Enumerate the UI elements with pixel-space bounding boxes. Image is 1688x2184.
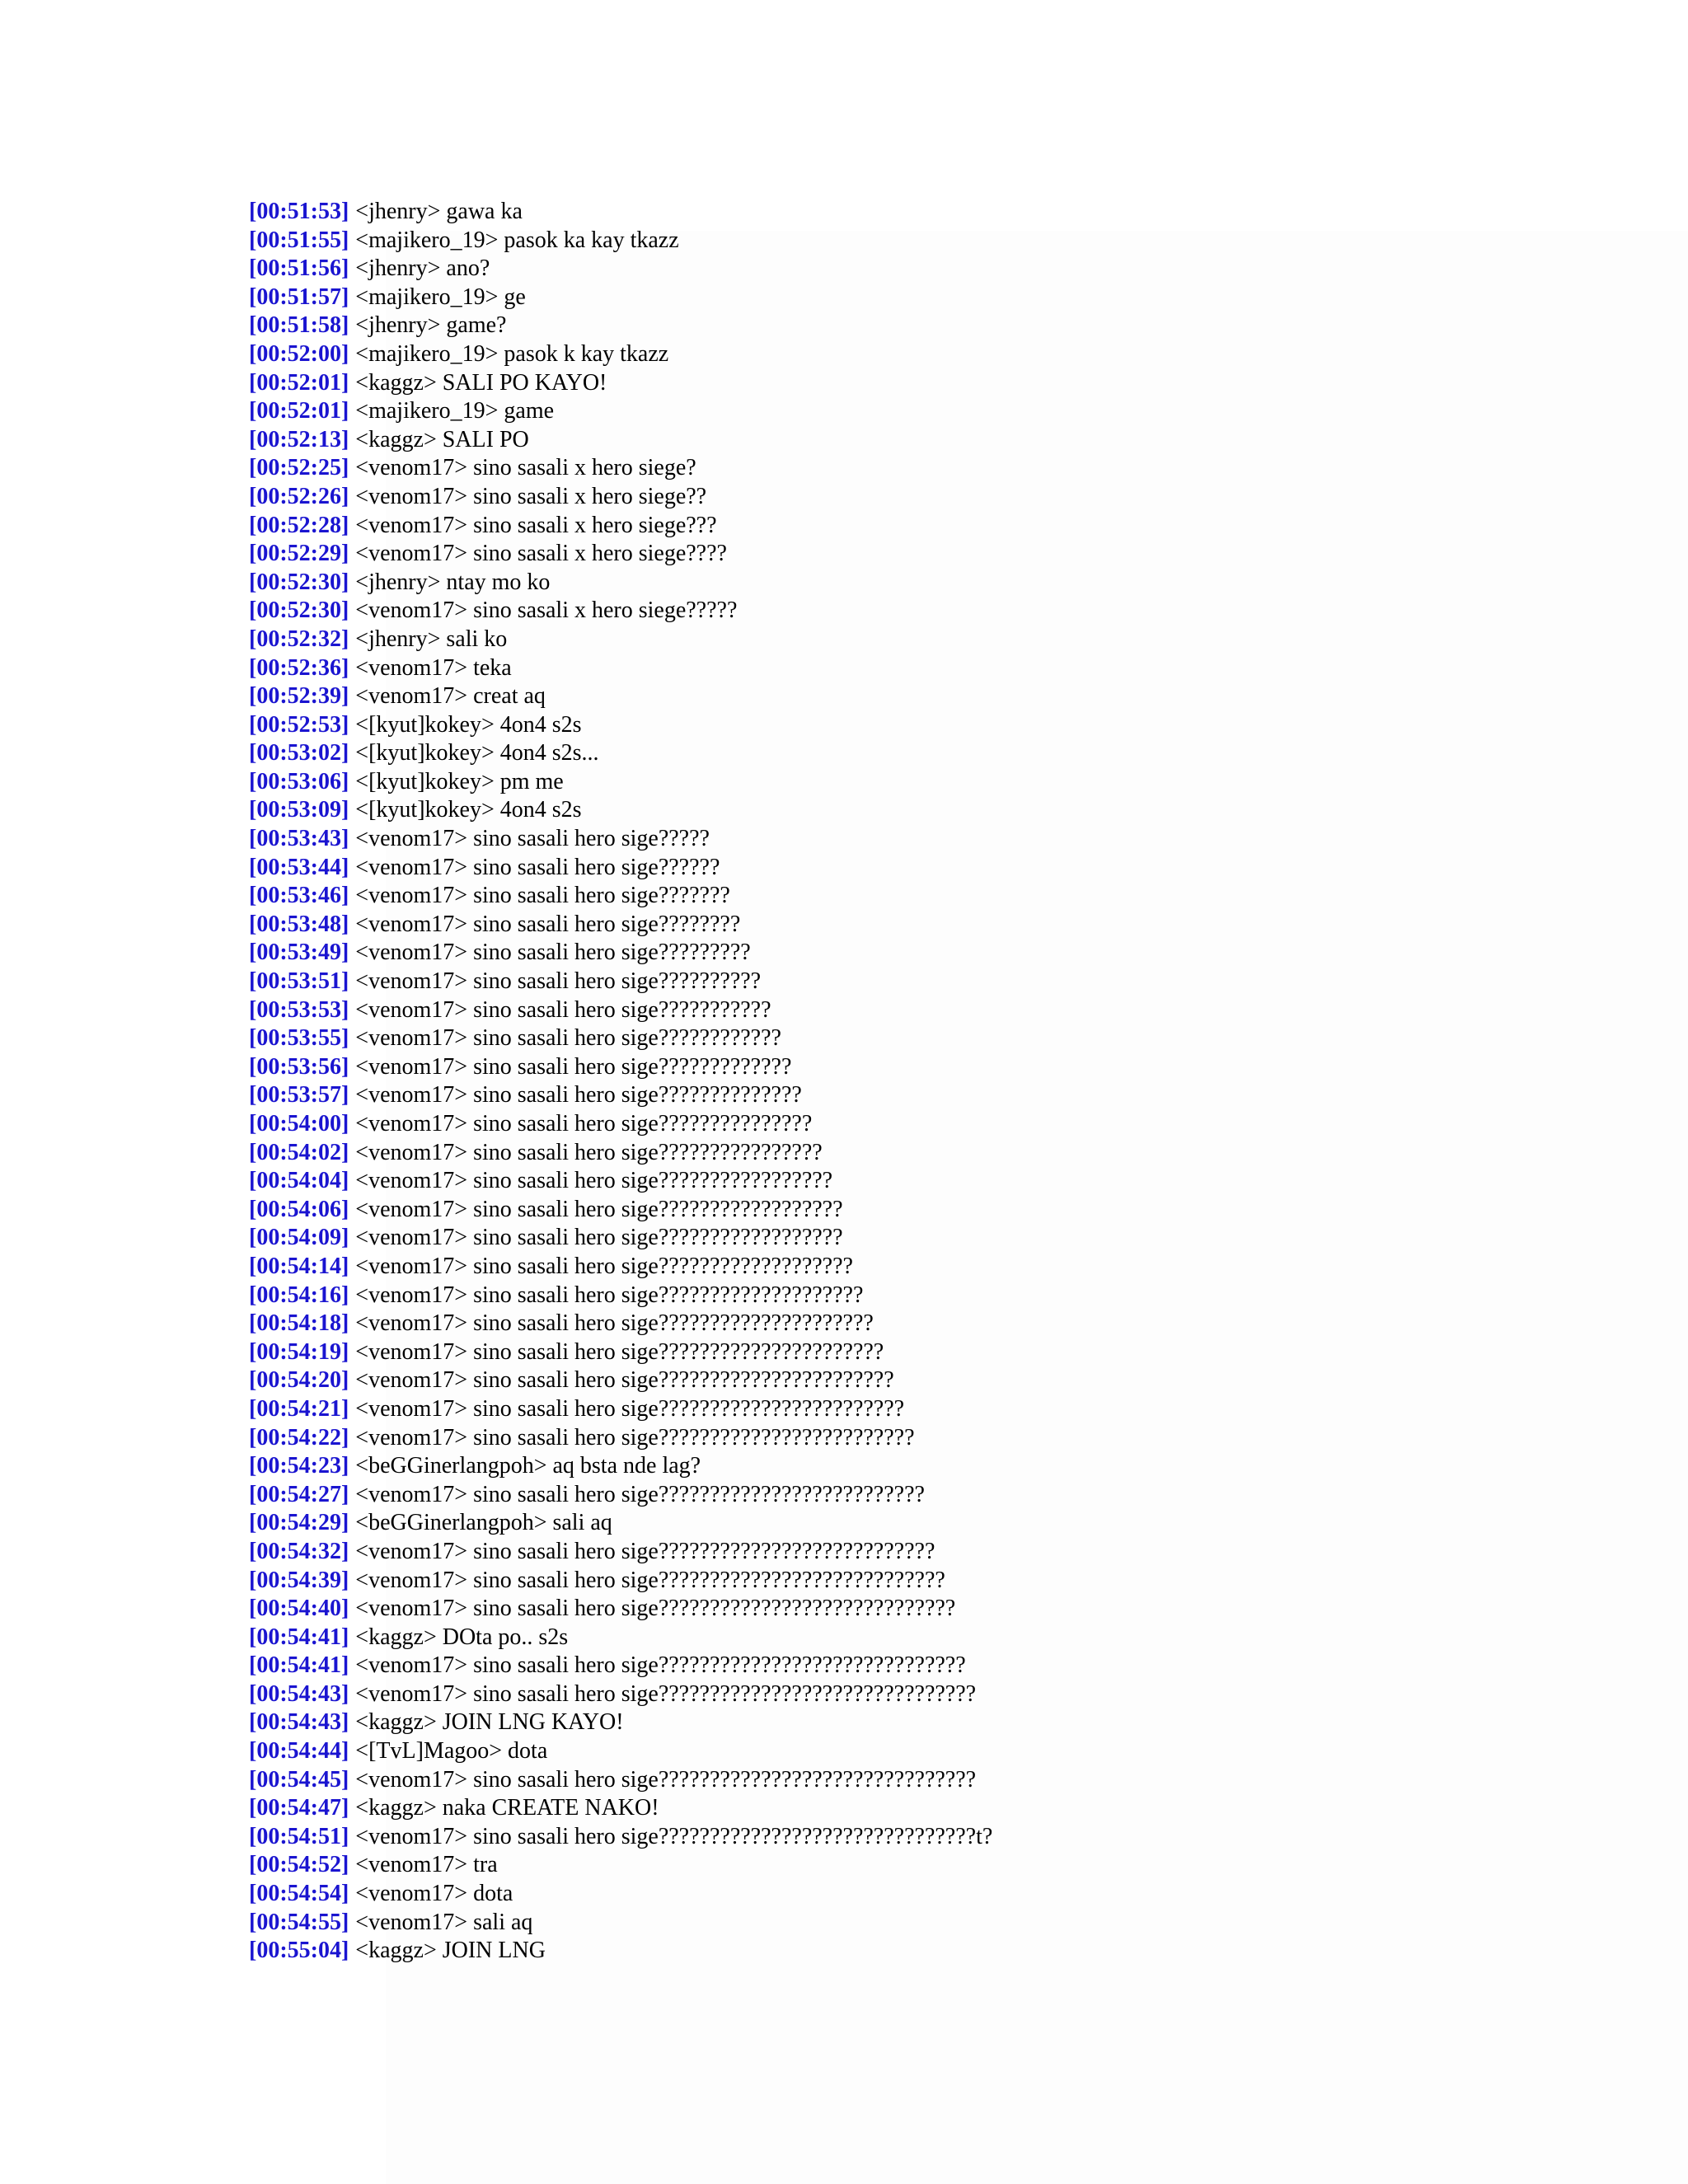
message-text: <venom17> sino sasali hero sige???????????????????? — [355, 1282, 864, 1308]
message-text: <venom17> sino sasali hero sige???????????????????????????? — [355, 1567, 945, 1593]
chat-message — [249, 1338, 992, 1367]
message-timestamp: [00:54:23] — [249, 1453, 349, 1479]
message-text: <venom17> sino sasali hero sige???????????????? — [355, 1139, 823, 1165]
message-text: <venom17> sino sasali x hero siege?? — [355, 483, 707, 509]
message-timestamp: [00:54:04] — [249, 1168, 349, 1194]
message-timestamp: [00:54:54] — [249, 1881, 349, 1907]
message-text: <majikero_19> pasok k kay tkazz — [355, 340, 669, 367]
message-text: <venom17> sino sasali x hero siege????? — [355, 598, 738, 624]
message-text: <venom17> sino sasali hero sige?????? — [355, 854, 720, 880]
message-timestamp: [00:54:21] — [249, 1395, 349, 1422]
chat-message — [249, 1708, 992, 1737]
message-text: <[kyut]kokey> 4on4 s2s — [355, 797, 582, 823]
chat-message — [249, 1139, 992, 1168]
message-timestamp: [00:54:47] — [249, 1795, 349, 1821]
message-text: <venom17> sino sasali hero sige??????????????????????????????? — [355, 1680, 977, 1707]
message-timestamp: [00:53:44] — [249, 854, 349, 880]
message-timestamp: [00:51:53] — [249, 199, 349, 224]
message-timestamp: [00:53:56] — [249, 1053, 349, 1080]
chat-message — [249, 255, 992, 284]
message-timestamp: [00:52:32] — [249, 626, 349, 652]
message-timestamp: [00:54:18] — [249, 1310, 349, 1337]
chat-message — [249, 284, 992, 312]
message-text: <kaggz> SALI PO — [355, 426, 529, 452]
message-timestamp: [00:53:06] — [249, 768, 349, 794]
message-text: <venom17> sino sasali hero sige???????????????????????? — [355, 1395, 905, 1422]
chat-message — [249, 426, 992, 455]
chat-message — [249, 1766, 992, 1795]
message-timestamp: [00:54:00] — [249, 1111, 349, 1137]
message-timestamp: [00:51:57] — [249, 284, 349, 310]
message-text: <venom17> sino sasali hero sige????????? — [355, 940, 751, 966]
message-text: <kaggz> JOIN LNG — [355, 1938, 546, 1964]
message-text: <venom17> teka — [355, 654, 512, 681]
message-text: <kaggz> JOIN LNG KAYO! — [355, 1709, 624, 1736]
message-timestamp: [00:54:02] — [249, 1139, 349, 1165]
message-text: <jhenry> sali ko — [355, 626, 508, 652]
chat-message — [249, 1624, 992, 1652]
message-text: <venom17> sino sasali x hero siege??? — [355, 512, 717, 538]
message-timestamp: [00:52:36] — [249, 654, 349, 681]
message-text: <venom17> sino sasali hero sige?????????????????????? — [355, 1338, 884, 1365]
message-timestamp: [00:54:43] — [249, 1680, 349, 1707]
message-text: <venom17> sino sasali hero sige?????????????????? — [355, 1225, 843, 1251]
message-timestamp: [00:54:39] — [249, 1567, 349, 1593]
message-text: <beGGinerlangpoh> sali aq — [355, 1510, 612, 1536]
message-timestamp: [00:53:02] — [249, 740, 349, 766]
chat-message — [249, 1538, 992, 1567]
chat-message — [249, 911, 992, 940]
chat-message — [249, 1310, 992, 1338]
message-text: <venom17> sino sasali hero sige???????????????????????????????t? — [355, 1823, 993, 1849]
chat-message — [249, 1053, 992, 1082]
chat-message — [249, 1224, 992, 1253]
message-text: <venom17> sino sasali hero sige???????????? — [355, 1025, 781, 1052]
chat-message — [249, 1567, 992, 1596]
chat-message — [249, 397, 992, 426]
message-timestamp: [00:52:26] — [249, 483, 349, 509]
message-text: <venom17> sino sasali hero sige?????????? — [355, 968, 762, 995]
message-text: <jhenry> game? — [355, 312, 507, 339]
chat-message — [249, 996, 992, 1025]
chat-message — [249, 1167, 992, 1196]
message-timestamp: [00:54:55] — [249, 1909, 349, 1935]
message-text: <venom17> sino sasali hero sige??????????????????? — [355, 1253, 853, 1279]
chat-message — [249, 1909, 992, 1938]
chat-message — [249, 1253, 992, 1282]
message-timestamp: [00:51:56] — [249, 255, 349, 282]
message-timestamp: [00:52:29] — [249, 541, 349, 567]
chat-message — [249, 654, 992, 683]
chat-message — [249, 854, 992, 883]
chat-message — [249, 1481, 992, 1510]
chat-message — [249, 312, 992, 340]
message-text: <venom17> sino sasali hero sige????????????? — [355, 1053, 792, 1080]
message-text: <venom17> sino sasali hero sige?????????????????????????????? — [355, 1652, 966, 1679]
message-timestamp: [00:52:39] — [249, 683, 349, 710]
chat-message — [249, 968, 992, 996]
message-text: <kaggz> SALI PO KAYO! — [355, 369, 607, 396]
message-timestamp: [00:54:22] — [249, 1424, 349, 1451]
message-text: <venom17> sino sasali hero sige??????????????????????????? — [355, 1538, 935, 1564]
message-timestamp: [00:53:49] — [249, 940, 349, 966]
chat-message — [249, 1452, 992, 1481]
chat-message — [249, 768, 992, 797]
message-text: <majikero_19> ge — [355, 284, 526, 310]
chat-message — [249, 1794, 992, 1823]
message-text: <venom17> sino sasali x hero siege???? — [355, 541, 727, 567]
chat-message — [249, 1595, 992, 1624]
message-timestamp: [00:52:30] — [249, 598, 349, 624]
message-text: <venom17> sino sasali hero sige????? — [355, 826, 710, 852]
message-timestamp: [00:53:46] — [249, 883, 349, 909]
chat-message — [249, 882, 992, 911]
chat-message — [249, 1424, 992, 1453]
chat-message — [249, 825, 992, 854]
chat-message — [249, 682, 992, 711]
chat-message — [249, 569, 992, 598]
message-text: <venom17> sino sasali hero sige????????????????????????? — [355, 1424, 915, 1451]
chat-message — [249, 454, 992, 483]
message-timestamp: [00:54:41] — [249, 1652, 349, 1679]
message-text: <venom17> sino sasali hero sige?????????????????? — [355, 1196, 843, 1222]
message-timestamp: [00:52:13] — [249, 426, 349, 452]
message-text: <venom17> sino sasali hero sige??????????????????????????????? — [355, 1766, 977, 1793]
message-text: <beGGinerlangpoh> aq bsta nde lag? — [355, 1453, 701, 1479]
message-text: <venom17> dota — [355, 1881, 513, 1907]
chat-message — [249, 1937, 992, 1966]
chat-message — [249, 227, 992, 255]
message-text: <venom17> sino sasali hero sige??????? — [355, 883, 730, 909]
message-timestamp: [00:54:45] — [249, 1766, 349, 1793]
message-timestamp: [00:51:58] — [249, 312, 349, 339]
message-text: <kaggz> naka CREATE NAKO! — [355, 1795, 659, 1821]
chat-message — [249, 540, 992, 569]
message-text: <jhenry> ano? — [355, 255, 490, 282]
message-timestamp: [00:53:43] — [249, 826, 349, 852]
chat-message — [249, 1880, 992, 1909]
chat-message — [249, 1851, 992, 1880]
message-timestamp: [00:51:55] — [249, 227, 349, 253]
message-text: <venom17> sino sasali hero sige????????????????? — [355, 1168, 833, 1194]
chat-message — [249, 1395, 992, 1424]
message-text: <venom17> sino sasali hero sige???????? — [355, 911, 741, 937]
message-timestamp: [00:54:44] — [249, 1738, 349, 1765]
message-text: <majikero_19> game — [355, 398, 555, 424]
chat-message — [249, 1024, 992, 1053]
chat-message — [249, 198, 992, 227]
chat-message — [249, 1509, 992, 1538]
message-text: <majikero_19> pasok ka kay tkazz — [355, 227, 679, 253]
message-text: <[kyut]kokey> 4on4 s2s — [355, 711, 582, 738]
message-timestamp: [00:54:51] — [249, 1823, 349, 1849]
chat-message — [249, 1110, 992, 1139]
message-text: <venom17> sino sasali hero sige????????????????????? — [355, 1310, 874, 1337]
message-text: <venom17> sino sasali hero sige??????????????????????? — [355, 1367, 894, 1394]
message-text: <jhenry> gawa ka — [355, 199, 523, 224]
message-timestamp: [00:53:09] — [249, 797, 349, 823]
chat-message — [249, 369, 992, 398]
chat-message — [249, 939, 992, 968]
chat-message — [249, 1282, 992, 1310]
chat-message — [249, 1081, 992, 1110]
message-text: <[kyut]kokey> pm me — [355, 768, 564, 794]
chat-message — [249, 597, 992, 626]
message-timestamp: [00:54:40] — [249, 1596, 349, 1622]
message-timestamp: [00:54:19] — [249, 1338, 349, 1365]
message-timestamp: [00:52:01] — [249, 398, 349, 424]
message-timestamp: [00:53:57] — [249, 1082, 349, 1108]
message-text: <venom17> sino sasali hero sige??????????? — [355, 996, 771, 1023]
chat-message — [249, 340, 992, 369]
message-timestamp: [00:52:28] — [249, 512, 349, 538]
message-timestamp: [00:54:41] — [249, 1624, 349, 1650]
message-text: <venom17> sino sasali hero sige????????????????????????????? — [355, 1596, 956, 1622]
chat-message — [249, 512, 992, 541]
chat-message — [249, 626, 992, 654]
message-text: <venom17> tra — [355, 1852, 498, 1878]
chat-message — [249, 739, 992, 768]
message-timestamp: [00:55:04] — [249, 1938, 349, 1964]
message-timestamp: [00:54:43] — [249, 1709, 349, 1736]
message-text: <venom17> sino sasali hero sige?????????????????????????? — [355, 1481, 925, 1507]
chat-log — [249, 198, 992, 1966]
chat-message — [249, 1823, 992, 1852]
message-timestamp: [00:52:25] — [249, 455, 349, 481]
message-timestamp: [00:52:30] — [249, 569, 349, 595]
chat-message — [249, 1366, 992, 1395]
message-timestamp: [00:54:32] — [249, 1538, 349, 1564]
message-text: <venom17> sino sasali hero sige??????????????? — [355, 1111, 813, 1137]
message-timestamp: [00:54:27] — [249, 1481, 349, 1507]
chat-message — [249, 796, 992, 825]
chat-message — [249, 1680, 992, 1709]
message-text: <jhenry> ntay mo ko — [355, 569, 551, 595]
message-timestamp: [00:54:16] — [249, 1282, 349, 1308]
message-timestamp: [00:52:01] — [249, 369, 349, 396]
message-timestamp: [00:54:52] — [249, 1852, 349, 1878]
chat-message — [249, 1737, 992, 1766]
message-timestamp: [00:54:09] — [249, 1225, 349, 1251]
message-timestamp: [00:53:53] — [249, 996, 349, 1023]
message-text: <venom17> sino sasali x hero siege? — [355, 455, 696, 481]
message-text: <venom17> creat aq — [355, 683, 546, 710]
message-text: <kaggz> DOta po.. s2s — [355, 1624, 569, 1650]
message-timestamp: [00:54:14] — [249, 1253, 349, 1279]
message-text: <[TvL]Magoo> dota — [355, 1738, 548, 1765]
message-timestamp: [00:54:20] — [249, 1367, 349, 1394]
chat-message — [249, 483, 992, 512]
message-timestamp: [00:52:53] — [249, 711, 349, 738]
message-timestamp: [00:54:29] — [249, 1510, 349, 1536]
message-text: <venom17> sino sasali hero sige?????????????? — [355, 1082, 802, 1108]
message-timestamp: [00:53:48] — [249, 911, 349, 937]
message-timestamp: [00:53:51] — [249, 968, 349, 995]
chat-message — [249, 1652, 992, 1680]
message-timestamp: [00:52:00] — [249, 340, 349, 367]
chat-message — [249, 1196, 992, 1225]
message-timestamp: [00:53:55] — [249, 1025, 349, 1052]
message-timestamp: [00:54:06] — [249, 1196, 349, 1222]
message-text: <[kyut]kokey> 4on4 s2s... — [355, 740, 599, 766]
chat-message — [249, 711, 992, 740]
message-text: <venom17> sali aq — [355, 1909, 533, 1935]
